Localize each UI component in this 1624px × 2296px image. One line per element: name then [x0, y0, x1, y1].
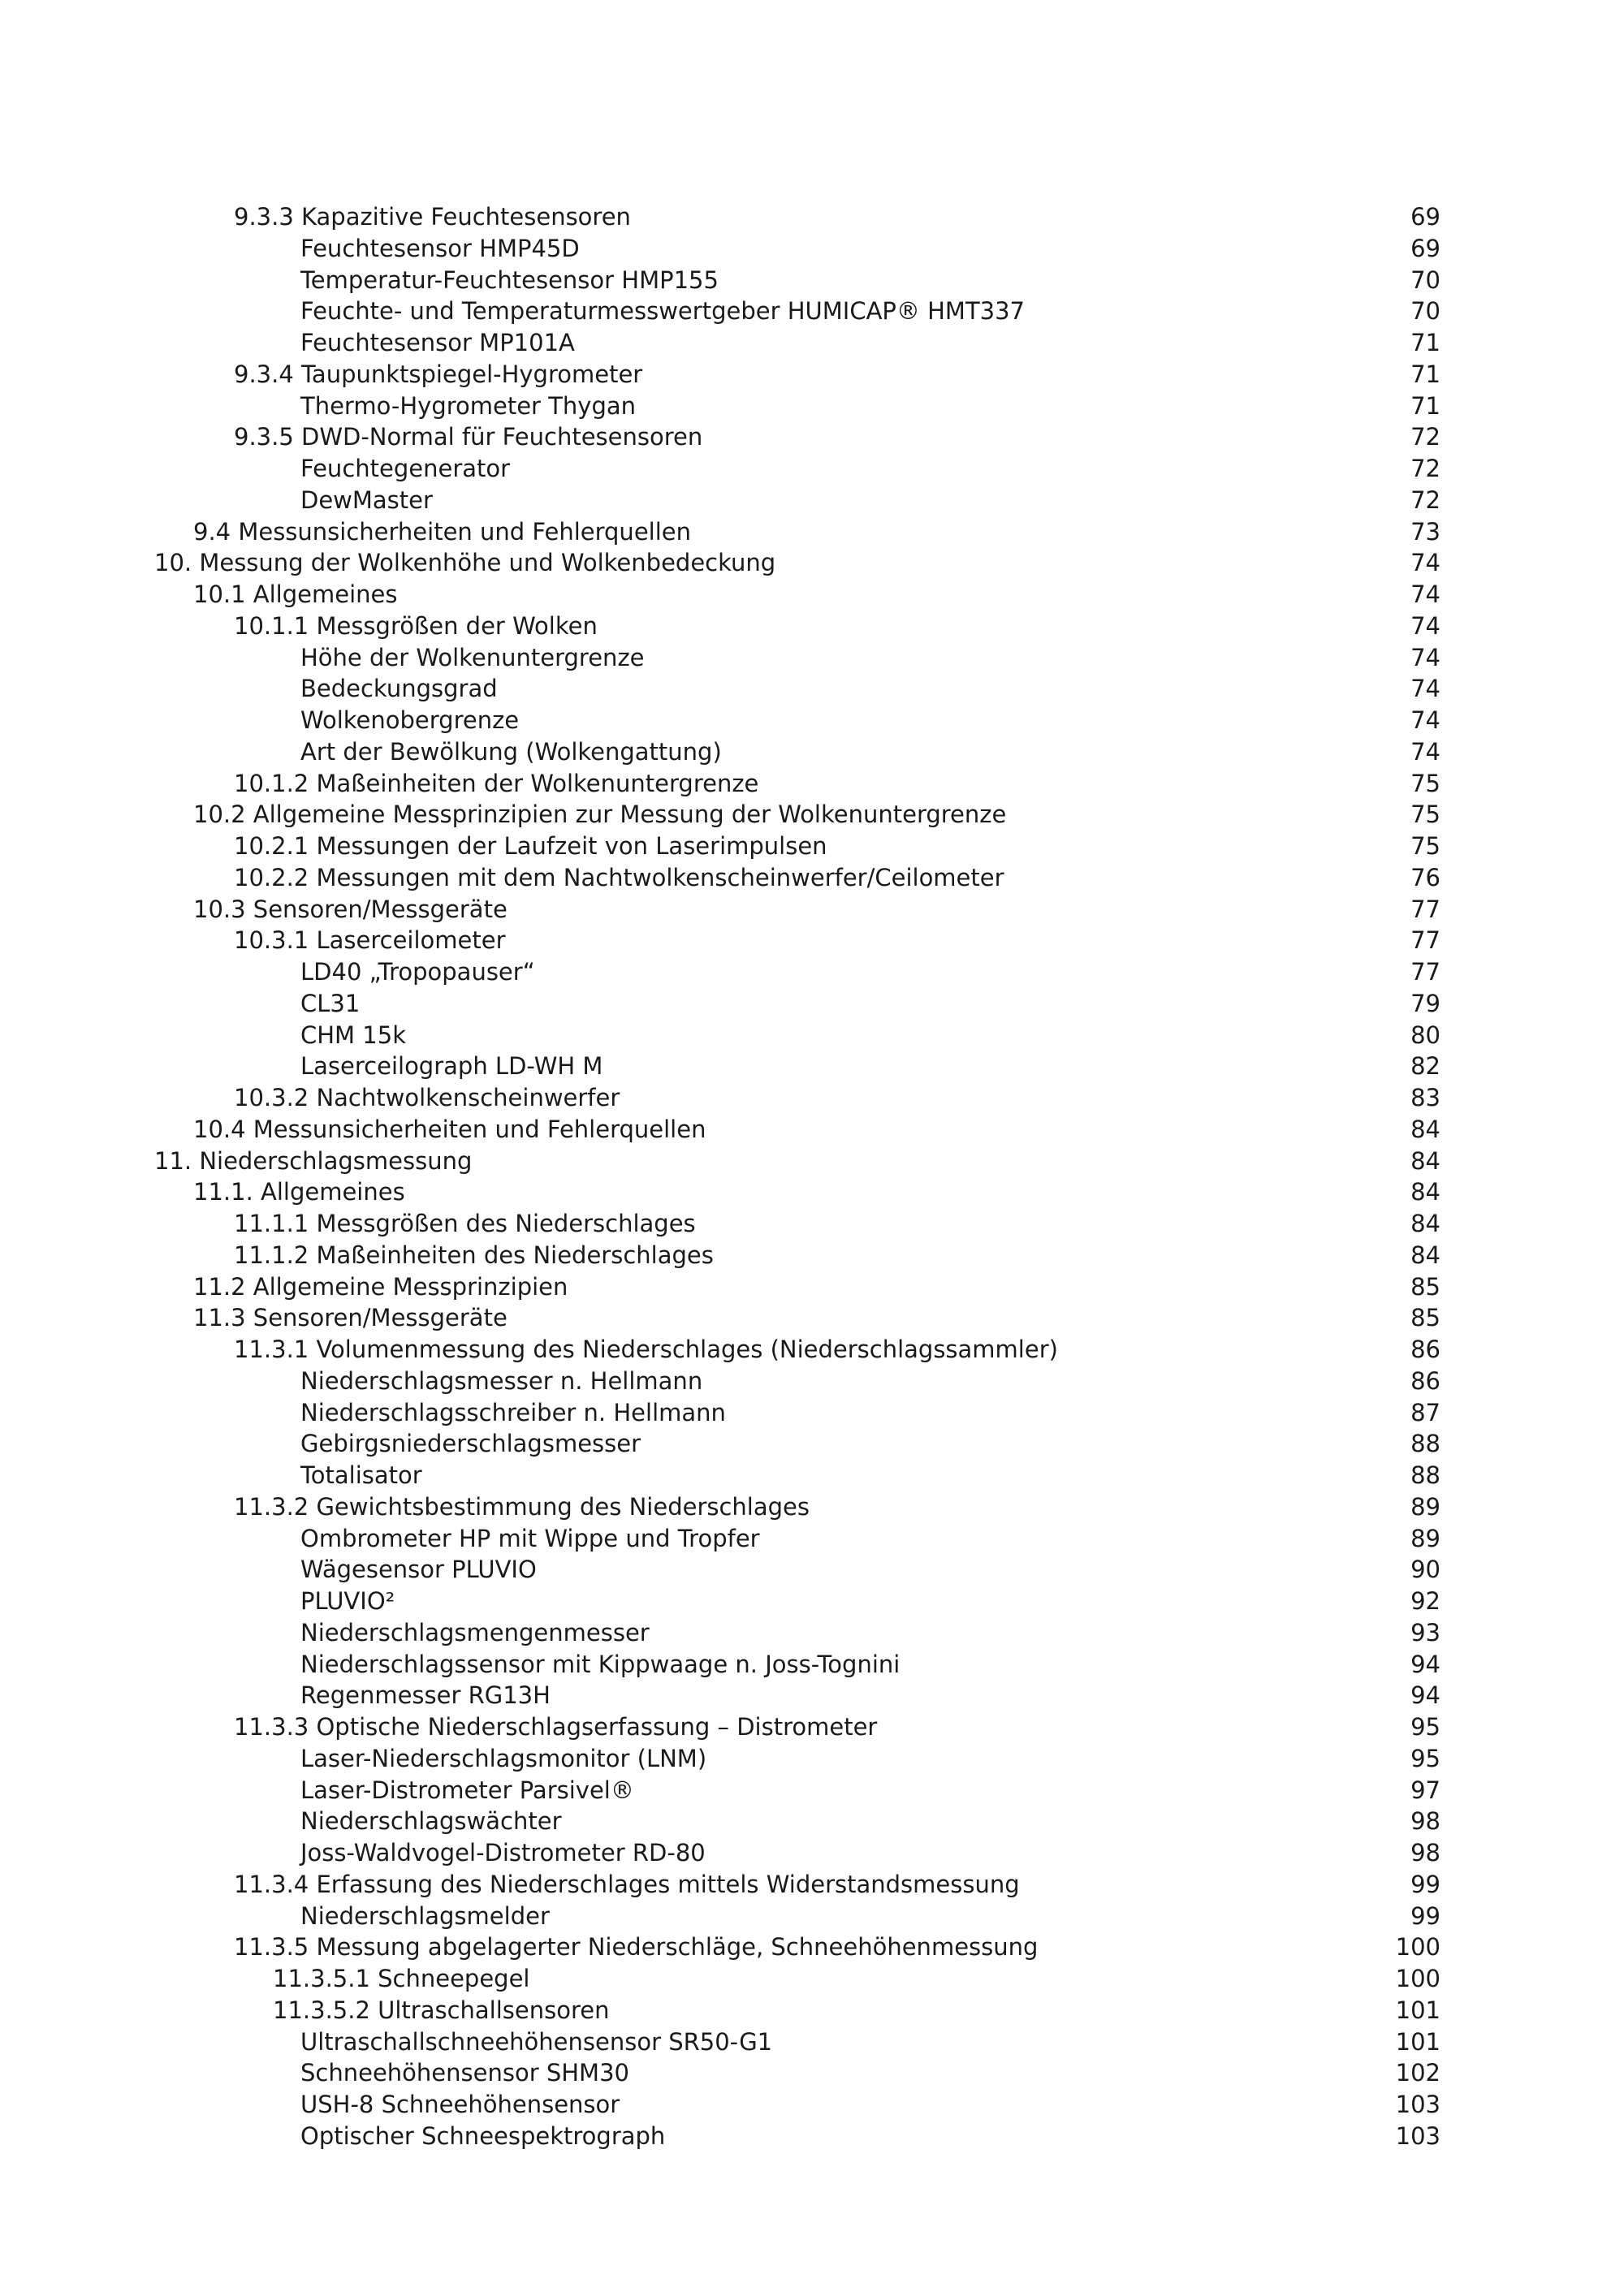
- toc-entry-page-number: 84: [1410, 1146, 1440, 1175]
- toc-entry-title: Art der Bewölkung (Wolkengattung): [300, 737, 722, 766]
- toc-entry-page-number: 71: [1410, 391, 1440, 420]
- toc-entry-title: 11.1.1 Messgrößen des Niederschlages: [234, 1210, 696, 1237]
- toc-entry-title: 11.3.1 Volumenmessung des Niederschlages (Niederschlagssammler): [234, 1336, 1058, 1363]
- toc-entry-title: 10.3.1 Laserceilometer: [234, 926, 506, 955]
- toc-entry[interactable]: [0, 2026, 1624, 2058]
- toc-entry-page-number: 95: [1410, 1744, 1440, 1772]
- toc-entry-page-number: 74: [1410, 675, 1440, 703]
- toc-entry-page-number: 74: [1410, 611, 1440, 640]
- toc-entry-title: CL31: [300, 989, 361, 1017]
- toc-entry-title: Wolkenobergrenze: [300, 706, 520, 734]
- toc-entry-page-number: 82: [1410, 1052, 1440, 1081]
- toc-entry-title: 10.2.1 Messungen der Laufzeit von Laserimpulsen: [234, 832, 827, 860]
- toc-entry[interactable]: [0, 1460, 1624, 1491]
- toc-entry[interactable]: [0, 201, 1624, 233]
- toc-entry[interactable]: [0, 1837, 1624, 1869]
- toc-entry-title: 10.1.1 Messgrößen der Wolken: [234, 611, 598, 640]
- toc-entry-page-number: 75: [1410, 801, 1440, 829]
- toc-entry[interactable]: [0, 421, 1624, 453]
- toc-entry-title: DewMaster: [300, 486, 433, 514]
- toc-entry[interactable]: [0, 327, 1624, 359]
- toc-entry-title: 11.3.4 Erfassung des Niederschlages mittels Widerstandsmessung: [234, 1870, 1020, 1898]
- toc-entry-title: 11. Niederschlagsmessung: [154, 1146, 473, 1175]
- toc-entry-page-number: 74: [1410, 643, 1440, 671]
- toc-entry-title: Regenmesser RG13H: [300, 1681, 551, 1710]
- toc-entry-page-number: 95: [1410, 1713, 1440, 1741]
- toc-entry-title: 11.3.5.1 Schneepegel: [273, 1965, 530, 1992]
- toc-entry[interactable]: [0, 1051, 1624, 1082]
- toc-entry-page-number: 92: [1410, 1587, 1440, 1615]
- toc-entry-title: 9.3.5 DWD-Normal für Feuchtesensoren: [234, 423, 703, 451]
- toc-entry-title: 9.3.4 Taupunktspiegel-Hygrometer: [234, 360, 643, 388]
- toc-entry-page-number: 98: [1410, 1839, 1440, 1867]
- toc-entry[interactable]: [0, 265, 1624, 296]
- table-of-contents: [0, 201, 1624, 2152]
- toc-entry[interactable]: [0, 799, 1624, 831]
- toc-entry[interactable]: [0, 894, 1624, 926]
- toc-entry[interactable]: [0, 2089, 1624, 2121]
- toc-entry[interactable]: [0, 1302, 1624, 1334]
- toc-entry-page-number: 87: [1410, 1398, 1440, 1426]
- toc-entry-page-number: 89: [1410, 1492, 1440, 1521]
- toc-entry[interactable]: [0, 1806, 1624, 1837]
- toc-entry-page-number: 74: [1410, 580, 1440, 608]
- toc-entry[interactable]: [0, 956, 1624, 988]
- toc-entry[interactable]: [0, 1554, 1624, 1586]
- toc-entry-page-number: 74: [1410, 549, 1440, 577]
- toc-entry-page-number: 75: [1410, 769, 1440, 797]
- toc-entry-title: Optischer Schneespektrograph: [300, 2121, 666, 2150]
- toc-entry-page-number: 79: [1410, 989, 1440, 1017]
- toc-entry-title: Niederschlagswächter: [300, 1807, 562, 1836]
- toc-entry-page-number: 70: [1410, 265, 1440, 294]
- toc-entry-title: 9.4 Messunsicherheiten und Fehlerquellen: [193, 517, 691, 546]
- toc-entry[interactable]: [0, 1649, 1624, 1681]
- toc-entry[interactable]: [0, 1146, 1624, 1177]
- toc-entry-title: PLUVIO²: [300, 1587, 395, 1615]
- toc-entry[interactable]: [0, 1901, 1624, 1932]
- toc-entry-page-number: 74: [1410, 737, 1440, 766]
- toc-entry-page-number: 85: [1410, 1272, 1440, 1301]
- toc-entry[interactable]: [0, 1775, 1624, 1806]
- toc-entry-page-number: 103: [1395, 2121, 1440, 2150]
- toc-entry-title: Thermo-Hygrometer Thygan: [300, 391, 637, 420]
- toc-entry-title: Schneehöhensensor SHM30: [300, 2059, 629, 2087]
- toc-entry[interactable]: [0, 1114, 1624, 1146]
- toc-entry-title: 10.2 Allgemeine Messprinzipien zur Messung der Wolkenuntergrenze: [193, 801, 1007, 829]
- toc-entry[interactable]: [0, 1271, 1624, 1303]
- toc-entry[interactable]: [0, 1680, 1624, 1711]
- toc-entry[interactable]: [0, 611, 1624, 642]
- toc-entry[interactable]: [0, 1428, 1624, 1460]
- toc-entry[interactable]: [0, 1743, 1624, 1775]
- toc-entry-page-number: 75: [1410, 832, 1440, 860]
- toc-entry-page-number: 70: [1410, 297, 1440, 326]
- toc-entry-page-number: 86: [1410, 1366, 1440, 1395]
- toc-entry-title: 11.1.2 Maßeinheiten des Niederschlages: [234, 1241, 714, 1269]
- toc-entry-title: Gebirgsniederschlagsmesser: [300, 1430, 641, 1458]
- toc-entry-page-number: 84: [1410, 1115, 1440, 1143]
- toc-entry[interactable]: [0, 1869, 1624, 1901]
- toc-entry-page-number: 88: [1410, 1430, 1440, 1458]
- toc-entry-page-number: 85: [1410, 1304, 1440, 1332]
- toc-entry-title: USH-8 Schneehöhensensor: [300, 2091, 620, 2118]
- toc-entry[interactable]: [0, 736, 1624, 768]
- toc-entry-page-number: 72: [1410, 423, 1440, 451]
- toc-entry-title: Laserceilograph LD-WH M: [300, 1052, 603, 1081]
- toc-entry-title: 10.1.2 Maßeinheiten der Wolkenuntergrenze: [234, 769, 759, 797]
- toc-entry-page-number: 93: [1410, 1618, 1440, 1646]
- toc-entry-title: Laser-Niederschlagsmonitor (LNM): [300, 1744, 707, 1772]
- toc-entry-page-number: 84: [1410, 1178, 1440, 1206]
- toc-entry[interactable]: [0, 1366, 1624, 1397]
- toc-entry-page-number: 97: [1410, 1776, 1440, 1804]
- toc-entry-title: Joss-Waldvogel-Distrometer RD-80: [300, 1839, 706, 1867]
- toc-entry-page-number: 72: [1410, 486, 1440, 514]
- toc-entry-title: 10.2.2 Messungen mit dem Nachtwolkenscheinwerfer/Ceilometer: [234, 863, 1004, 891]
- toc-entry-title: Niederschlagsschreiber n. Hellmann: [300, 1398, 726, 1426]
- toc-entry-page-number: 101: [1395, 1996, 1440, 2024]
- toc-entry[interactable]: [0, 831, 1624, 862]
- toc-entry-title: Feuchtesensor MP101A: [300, 329, 575, 356]
- toc-entry[interactable]: [0, 2121, 1624, 2152]
- toc-entry-page-number: 103: [1395, 2091, 1440, 2118]
- toc-entry-title: 10.3.2 Nachtwolkenscheinwerfer: [234, 1084, 620, 1111]
- toc-entry-title: 11.1. Allgemeines: [193, 1178, 405, 1206]
- toc-entry-page-number: 69: [1410, 234, 1440, 262]
- toc-entry[interactable]: [0, 1176, 1624, 1208]
- toc-entry-title: Feuchte- und Temperaturmesswertgeber HUMICAP® HMT337: [300, 297, 1026, 326]
- toc-entry-page-number: 77: [1410, 895, 1440, 923]
- toc-entry-title: Feuchtesensor HMP45D: [300, 234, 580, 262]
- toc-entry-page-number: 80: [1410, 1021, 1440, 1049]
- toc-entry[interactable]: [0, 485, 1624, 516]
- toc-entry[interactable]: [0, 233, 1624, 265]
- toc-entry[interactable]: [0, 705, 1624, 736]
- toc-entry-page-number: 77: [1410, 926, 1440, 955]
- toc-entry-page-number: 94: [1410, 1650, 1440, 1678]
- toc-entry-title: Ombrometer HP mit Wippe und Tropfer: [300, 1524, 760, 1552]
- toc-entry-page-number: 74: [1410, 706, 1440, 734]
- toc-entry[interactable]: [0, 1523, 1624, 1555]
- toc-entry[interactable]: [0, 547, 1624, 579]
- toc-entry-title: 10.4 Messunsicherheiten und Fehlerquellen: [193, 1115, 706, 1143]
- toc-entry-page-number: 99: [1410, 1901, 1440, 1930]
- toc-entry-page-number: 83: [1410, 1084, 1440, 1111]
- toc-entry[interactable]: [0, 516, 1624, 548]
- toc-entry[interactable]: [0, 2057, 1624, 2089]
- toc-entry-title: Ultraschallschneehöhensensor SR50-G1: [300, 2027, 773, 2056]
- toc-entry-title: 11.3.5.2 Ultraschallsensoren: [273, 1996, 610, 2024]
- toc-entry[interactable]: [0, 673, 1624, 705]
- toc-entry-page-number: 100: [1395, 1965, 1440, 1992]
- toc-entry-title: Niederschlagsmesser n. Hellmann: [300, 1366, 703, 1395]
- toc-entry-page-number: 71: [1410, 329, 1440, 356]
- toc-entry[interactable]: [0, 1208, 1624, 1240]
- toc-entry[interactable]: [0, 453, 1624, 485]
- toc-entry-title: Niederschlagsmelder: [300, 1901, 550, 1930]
- toc-entry-page-number: 76: [1410, 863, 1440, 891]
- toc-entry-title: 11.3.2 Gewichtsbestimmung des Niederschlages: [234, 1492, 810, 1521]
- toc-entry-page-number: 94: [1410, 1681, 1440, 1710]
- toc-entry-title: LD40 „Tropopauser“: [300, 958, 535, 986]
- toc-entry[interactable]: [0, 925, 1624, 956]
- toc-entry[interactable]: [0, 1397, 1624, 1429]
- toc-entry-title: Temperatur-Feuchtesensor HMP155: [300, 265, 719, 294]
- toc-entry-title: 11.3 Sensoren/Messgeräte: [193, 1304, 508, 1332]
- toc-entry-page-number: 101: [1395, 2027, 1440, 2056]
- toc-entry-page-number: 102: [1395, 2059, 1440, 2087]
- toc-entry-page-number: 84: [1410, 1241, 1440, 1269]
- toc-entry[interactable]: [0, 1963, 1624, 1995]
- toc-entry[interactable]: [0, 1995, 1624, 2026]
- toc-entry-title: 10.3 Sensoren/Messgeräte: [193, 895, 508, 923]
- toc-entry-page-number: 88: [1410, 1461, 1440, 1489]
- toc-entry[interactable]: [0, 1491, 1624, 1523]
- toc-entry[interactable]: [0, 1617, 1624, 1649]
- toc-entry[interactable]: [0, 391, 1624, 422]
- toc-entry-page-number: 99: [1410, 1870, 1440, 1898]
- toc-entry[interactable]: [0, 642, 1624, 674]
- toc-entry-title: 10. Messung der Wolkenhöhe und Wolkenbedeckung: [154, 549, 776, 577]
- toc-entry[interactable]: [0, 1082, 1624, 1114]
- toc-entry-title: Feuchtegenerator: [300, 455, 511, 482]
- toc-entry[interactable]: [0, 862, 1624, 894]
- toc-entry[interactable]: [0, 1240, 1624, 1271]
- toc-entry-title: Niederschlagssensor mit Kippwaage n. Joss-Tognini: [300, 1650, 901, 1678]
- toc-entry-title: 10.1 Allgemeines: [193, 580, 398, 608]
- toc-entry-page-number: 71: [1410, 360, 1440, 388]
- toc-entry[interactable]: [0, 296, 1624, 327]
- toc-entry-page-number: 86: [1410, 1336, 1440, 1363]
- toc-entry-page-number: 73: [1410, 517, 1440, 546]
- toc-entry-title: 11.3.3 Optische Niederschlagserfassung – Distrometer: [234, 1713, 878, 1741]
- toc-entry-page-number: 84: [1410, 1210, 1440, 1237]
- toc-entry[interactable]: [0, 768, 1624, 800]
- toc-entry-title: 11.3.5 Messung abgelagerter Niederschläge, Schneehöhenmessung: [234, 1933, 1039, 1962]
- toc-entry-title: 9.3.3 Kapazitive Feuchtesensoren: [234, 203, 631, 231]
- toc-entry[interactable]: [0, 1020, 1624, 1051]
- toc-entry-page-number: 98: [1410, 1807, 1440, 1836]
- toc-entry-title: Laser-Distrometer Parsivel®: [300, 1776, 634, 1804]
- toc-entry-title: CHM 15k: [300, 1021, 406, 1049]
- toc-entry-title: Wägesensor PLUVIO: [300, 1556, 537, 1584]
- toc-entry[interactable]: [0, 1586, 1624, 1617]
- toc-entry-title: Bedeckungsgrad: [300, 675, 498, 703]
- toc-entry[interactable]: [0, 1931, 1624, 1963]
- toc-entry[interactable]: [0, 359, 1624, 391]
- toc-entry-page-number: 77: [1410, 958, 1440, 986]
- toc-entry-page-number: 89: [1410, 1524, 1440, 1552]
- toc-entry-page-number: 90: [1410, 1556, 1440, 1584]
- toc-entry-page-number: 100: [1395, 1933, 1440, 1962]
- toc-entry-title: Totalisator: [300, 1461, 422, 1489]
- toc-entry[interactable]: [0, 579, 1624, 611]
- toc-entry[interactable]: [0, 1334, 1624, 1366]
- toc-entry-title: 11.2 Allgemeine Messprinzipien: [193, 1272, 568, 1301]
- toc-entry-title: Niederschlagsmengenmesser: [300, 1618, 650, 1646]
- toc-entry[interactable]: [0, 1711, 1624, 1743]
- toc-entry-page-number: 72: [1410, 455, 1440, 482]
- toc-entry-title: Höhe der Wolkenuntergrenze: [300, 643, 645, 671]
- toc-entry-page-number: 69: [1410, 203, 1440, 231]
- toc-entry[interactable]: [0, 988, 1624, 1020]
